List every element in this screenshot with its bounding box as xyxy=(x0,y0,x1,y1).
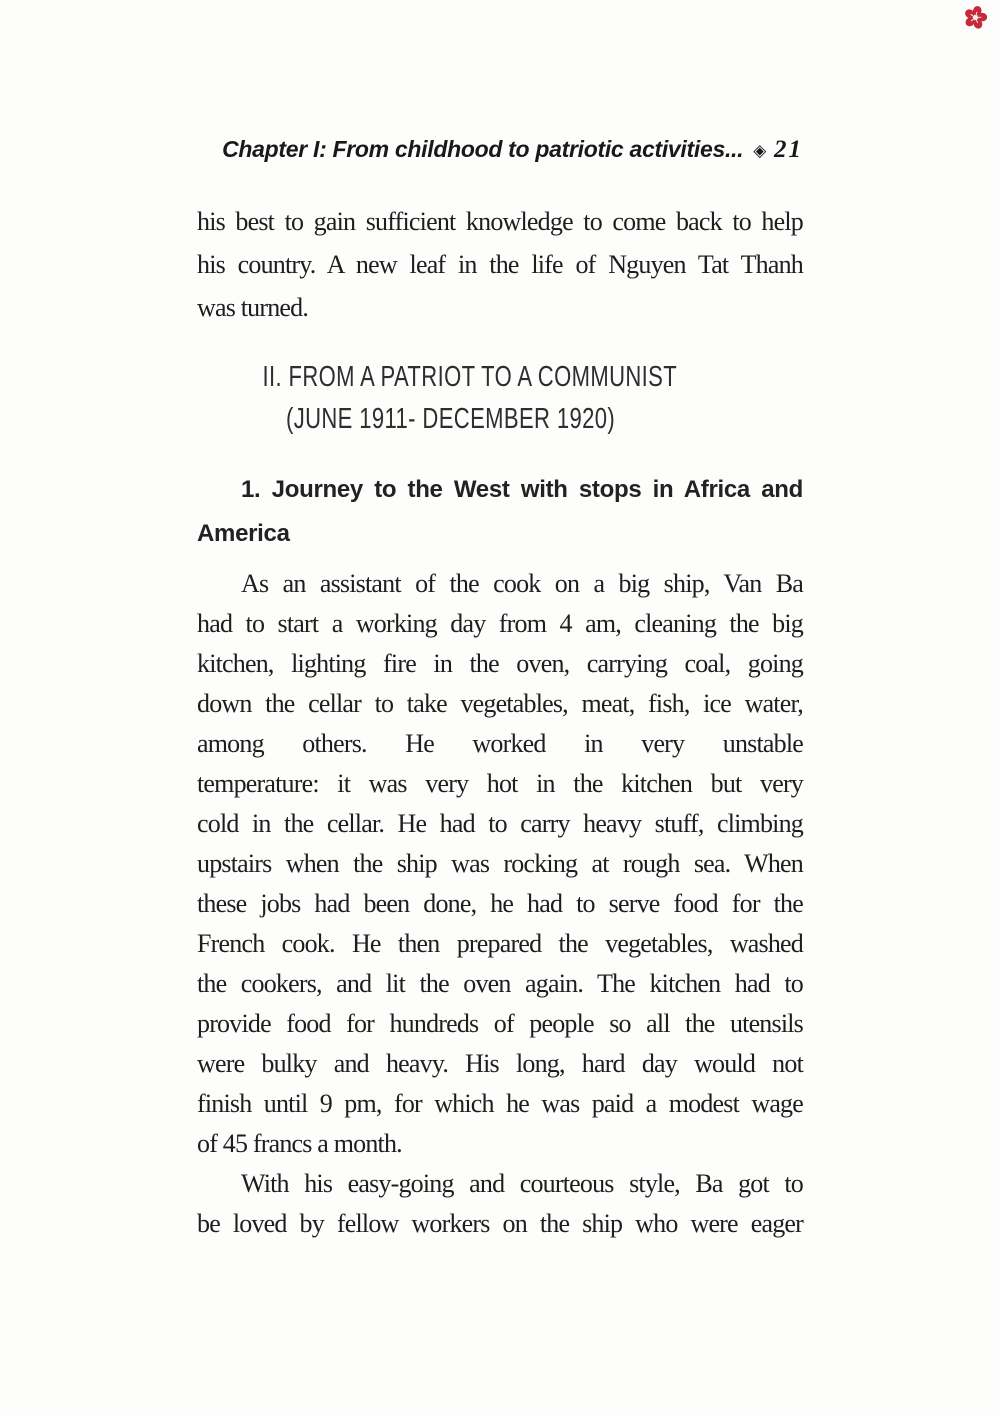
paragraph-courteous: With his easy-going and courteous style, Ba got to be loved by fellow workers on the ship who were eager xyxy=(197,1169,803,1238)
paragraph-journey: As an assistant of the cook on a big ship, Van Ba had to start a working day from 4 am, cleaning the big kitchen, lighting fire in the oven, carrying coal, going down the cellar to take vegetables, meat, fish, ice water, among others. He worked in very unstable temperature: it was very hot in the kitchen but very cold in the cellar. He had to carry heavy stuff, climbing upstairs when the ship was rocking at rough sea. When these jobs had been done, he had to serve food for the French cook. He then prepared the vegetables, washed the cookers, and lit the oven again. The kitchen had to provide food for hundreds of people so all the utensils were bulky and heavy. His long, hard day would not finish until 9 pm, for which he was paid a modest wage of 45 francs a month. xyxy=(197,569,803,1158)
subsection-heading: 1. Journey to the West with stops in Africa and America xyxy=(197,476,803,547)
section-heading: II. FROM A PATRIOT TO A COMMUNIST (JUNE 1911- DECEMBER 1920) xyxy=(262,361,678,435)
diamond-separator-icon: ◈ xyxy=(753,141,766,161)
plum-blossom-icon xyxy=(963,5,988,30)
running-header xyxy=(117,136,803,164)
paragraph-intro: his best to gain sufficient knowledge to come back to help his country. A new leaf in the life of Nguyen Tat Thanh was turned. xyxy=(197,207,803,322)
running-header-title: Chapter I: From childhood to patriotic activities... xyxy=(222,136,744,162)
page-number: 21 xyxy=(774,136,803,163)
